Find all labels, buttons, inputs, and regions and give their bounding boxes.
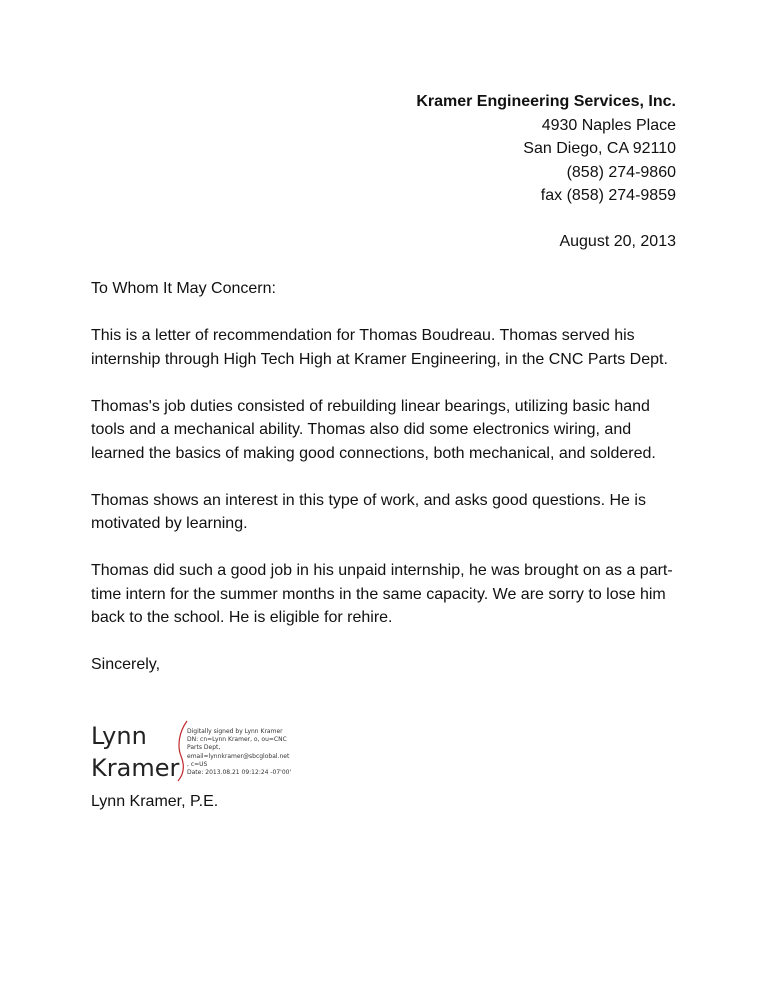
signature-name <box>91 720 179 784</box>
letterhead <box>316 90 676 208</box>
paragraph-3: Thomas shows an interest in this type of work, and asks good questions. He is motivated by learning. <box>91 491 646 532</box>
paragraph-1: This is a letter of recommendation for Thomas Boudreau. Thomas served his internship through High Tech High at Kramer Engineering, in the CNC Parts Dept. <box>91 327 668 368</box>
company-address: 4930 Naples Place <box>541 116 676 134</box>
salutation: To Whom It May Concern: <box>91 280 276 297</box>
printed-name: Lynn Kramer, P.E. <box>91 793 219 810</box>
signature-detail-line: Parts Dept, <box>187 744 221 752</box>
company-city: San Diego, CA 92110 <box>523 140 676 157</box>
digital-signature <box>91 720 341 782</box>
signature-details <box>187 728 291 777</box>
closing: Sincerely, <box>91 656 161 673</box>
signature-detail-line: , c=US <box>187 760 208 768</box>
signature-detail-line: DN: cn=Lynn Kramer, o, ou=CNC <box>187 736 287 744</box>
signature-detail-line: Date: 2013.08.21 09:12:24 -07'00' <box>187 769 292 777</box>
signature-detail-line: Digitally signed by Lynn Kramer <box>187 728 283 735</box>
letter-date: August 20, 2013 <box>559 233 676 250</box>
company-phone: (858) 274-9860 <box>566 163 676 181</box>
company-name: Kramer Engineering Services, Inc. <box>416 93 676 110</box>
signature-last-name: Kramer <box>91 754 180 782</box>
signature-detail-line: email=lynnkramer@sbcglobal.net <box>187 752 290 760</box>
paragraph-2: Thomas's job duties consisted of rebuilding linear bearings, utilizing basic hand tools and a mechanical ability. Thomas also did some electronics wiring, and learned the basics of making good connections, both mechanical, and soldered. <box>91 397 656 462</box>
signature-first-name: Lynn <box>91 722 147 750</box>
paragraph-4: Thomas did such a good job in his unpaid internship, he was brought on as a part-time intern for the summer months in the same capacity. We are sorry to lose him back to the school. He is eligible for rehire. <box>91 562 673 626</box>
company-fax: fax (858) 274-9859 <box>540 187 676 204</box>
letter-body <box>91 277 681 700</box>
